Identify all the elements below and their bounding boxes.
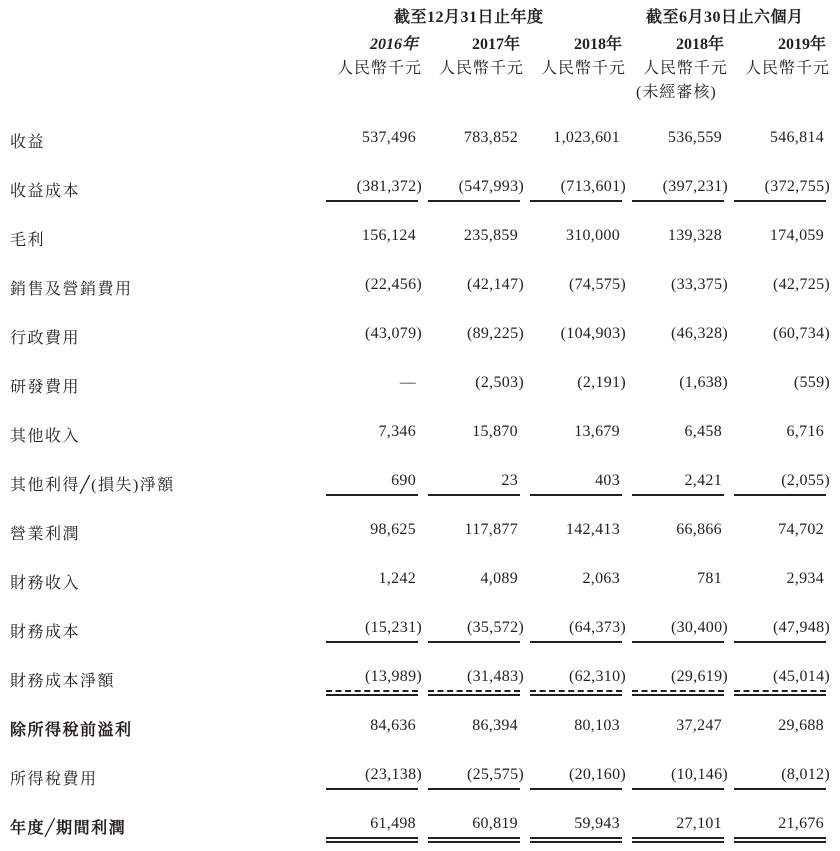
table-row xyxy=(0,766,840,790)
value-cell xyxy=(320,717,416,735)
subtotal-rule xyxy=(530,641,622,643)
value-text: 117,877 xyxy=(464,521,518,538)
value-cell xyxy=(734,374,830,392)
value-cell xyxy=(626,227,722,245)
header-unit-col3: 人民幣千元 xyxy=(540,60,626,77)
value-cell xyxy=(320,521,416,539)
table-row xyxy=(0,276,840,300)
total-double-rule xyxy=(326,837,418,843)
value-text: (35,572) xyxy=(466,619,524,636)
value-text: (15,231) xyxy=(364,619,422,636)
value-text: (64,373) xyxy=(568,619,626,636)
subtotal-rule xyxy=(632,494,724,496)
row-label: 行政費用 xyxy=(10,330,81,347)
value-text: (31,483) xyxy=(466,668,524,685)
header-unaudited-note: (未經審核) xyxy=(636,84,717,101)
value-cell xyxy=(728,423,824,441)
value-text: (547,993) xyxy=(458,178,524,195)
row-label: 收益 xyxy=(10,134,46,151)
value-text: 37,247 xyxy=(676,717,722,734)
value-cell xyxy=(728,570,824,588)
value-cell xyxy=(320,423,416,441)
subtotal-rule xyxy=(632,788,724,790)
table-row xyxy=(0,472,840,496)
value-cell xyxy=(524,423,620,441)
subtotal-rule xyxy=(734,494,826,496)
subtotal-rule xyxy=(530,494,622,496)
value-text: 4,089 xyxy=(480,570,518,587)
value-text: 2,421 xyxy=(684,472,722,489)
value-cell xyxy=(320,227,416,245)
row-label: 營業利潤 xyxy=(10,526,81,543)
value-cell xyxy=(626,129,722,147)
value-cell xyxy=(524,521,620,539)
subtotal-rule xyxy=(734,641,826,643)
value-text: (713,601) xyxy=(560,178,626,195)
header-year-2018: 2018年 xyxy=(573,36,622,53)
header-year-2018-h1: 2018年 xyxy=(675,36,724,53)
dashed-double-rule xyxy=(428,690,520,696)
subtotal-rule xyxy=(326,788,418,790)
value-cell xyxy=(326,766,422,784)
subtotal-rule xyxy=(428,788,520,790)
value-cell xyxy=(428,276,524,294)
value-cell xyxy=(728,129,824,147)
row-label: 其他收入 xyxy=(10,428,81,445)
value-cell xyxy=(632,325,728,343)
value-cell xyxy=(326,619,422,637)
value-cell xyxy=(320,472,416,490)
value-cell xyxy=(320,815,416,833)
value-text: 2,063 xyxy=(582,570,620,587)
value-text: (62,310) xyxy=(568,668,626,685)
value-text: 310,000 xyxy=(565,227,620,244)
value-text: (42,725) xyxy=(772,276,830,293)
value-cell xyxy=(422,227,518,245)
table-row xyxy=(0,717,840,741)
value-text: 6,716 xyxy=(786,423,824,440)
value-text: 15,870 xyxy=(472,423,518,440)
header-unit-col4: 人民幣千元 xyxy=(642,60,728,77)
value-text: 59,943 xyxy=(574,815,620,832)
row-label: 研發費用 xyxy=(10,379,81,396)
value-cell xyxy=(422,423,518,441)
header-year-2019-h1: 2019年 xyxy=(777,36,826,53)
value-text: 80,103 xyxy=(574,717,620,734)
row-label: 除所得稅前溢利 xyxy=(10,722,133,739)
value-cell xyxy=(626,423,722,441)
total-double-rule xyxy=(734,837,826,843)
header-year-2017: 2017年 xyxy=(471,36,520,53)
value-cell xyxy=(422,472,518,490)
value-text: (559) xyxy=(793,374,830,391)
value-cell xyxy=(422,570,518,588)
value-cell xyxy=(422,129,518,147)
value-text: 23 xyxy=(501,472,518,489)
value-cell xyxy=(734,276,830,294)
value-cell xyxy=(422,717,518,735)
value-text: (10,146) xyxy=(670,766,728,783)
value-text: (89,225) xyxy=(466,325,524,342)
value-text: 156,124 xyxy=(361,227,416,244)
row-label: 財務成本淨額 xyxy=(10,673,116,690)
value-cell xyxy=(428,178,524,196)
value-cell xyxy=(326,178,422,196)
value-text: (104,903) xyxy=(560,325,626,342)
value-cell xyxy=(326,325,422,343)
value-text: (46,328) xyxy=(670,325,728,342)
value-cell xyxy=(728,717,824,735)
row-label: 收益成本 xyxy=(10,183,81,200)
total-double-rule xyxy=(632,837,724,843)
value-cell xyxy=(530,668,626,686)
subtotal-rule xyxy=(428,494,520,496)
value-text: 2,934 xyxy=(786,570,824,587)
value-cell xyxy=(530,178,626,196)
subtotal-rule xyxy=(632,641,724,643)
value-text: (22,456) xyxy=(364,276,422,293)
subtotal-rule xyxy=(530,788,622,790)
value-text: (372,755) xyxy=(764,178,830,195)
value-text: 783,852 xyxy=(463,129,518,146)
value-text: (47,948) xyxy=(772,619,830,636)
value-text: — xyxy=(399,374,416,391)
table-row xyxy=(0,178,840,202)
value-text: 29,688 xyxy=(778,717,824,734)
value-text: (1,638) xyxy=(679,374,728,391)
value-cell xyxy=(734,668,830,686)
dashed-double-rule xyxy=(632,690,724,696)
row-label: 所得稅費用 xyxy=(10,771,98,788)
value-cell xyxy=(428,619,524,637)
value-text: (397,231) xyxy=(662,178,728,195)
value-text: (13,989) xyxy=(364,668,422,685)
value-text: 1,242 xyxy=(378,570,416,587)
value-text: (43,079) xyxy=(364,325,422,342)
value-cell xyxy=(530,276,626,294)
value-cell xyxy=(320,129,416,147)
value-text: (42,147) xyxy=(466,276,524,293)
table-row xyxy=(0,129,840,153)
value-cell xyxy=(632,374,728,392)
subtotal-rule xyxy=(734,200,826,202)
dashed-double-rule xyxy=(530,690,622,696)
subtotal-rule xyxy=(530,200,622,202)
subtotal-rule xyxy=(632,200,724,202)
value-text: 27,101 xyxy=(676,815,722,832)
value-cell xyxy=(524,815,620,833)
value-cell xyxy=(626,472,722,490)
table-row xyxy=(0,521,840,545)
value-text: (25,575) xyxy=(466,766,524,783)
value-text: 66,866 xyxy=(676,521,722,538)
value-text: (30,400) xyxy=(670,619,728,636)
row-label: 財務成本 xyxy=(10,624,81,641)
table-row xyxy=(0,227,840,251)
value-cell xyxy=(734,766,830,784)
value-cell xyxy=(734,325,830,343)
row-label: 財務收入 xyxy=(10,575,81,592)
value-text: (74,575) xyxy=(568,276,626,293)
header-unit-col2: 人民幣千元 xyxy=(438,60,524,77)
table-row xyxy=(0,423,840,447)
value-cell xyxy=(632,766,728,784)
value-text: (60,734) xyxy=(772,325,830,342)
value-cell xyxy=(320,570,416,588)
value-text: 690 xyxy=(391,472,416,489)
table-row xyxy=(0,668,840,692)
value-cell xyxy=(734,472,830,490)
value-text: (29,619) xyxy=(670,668,728,685)
value-cell xyxy=(626,521,722,539)
row-label: 銷售及營銷費用 xyxy=(10,281,133,298)
header-unit-col5: 人民幣千元 xyxy=(744,60,830,77)
value-text: 139,328 xyxy=(667,227,722,244)
value-cell xyxy=(626,815,722,833)
value-text: 536,559 xyxy=(667,129,722,146)
row-label: 其他利得╱(損失)淨額 xyxy=(10,477,175,494)
value-text: (2,191) xyxy=(577,374,626,391)
value-text: (8,012) xyxy=(781,766,830,783)
value-text: 546,814 xyxy=(769,129,824,146)
value-cell xyxy=(530,374,626,392)
value-cell xyxy=(728,227,824,245)
subtotal-rule xyxy=(326,200,418,202)
value-text: 6,458 xyxy=(684,423,722,440)
value-text: (45,014) xyxy=(772,668,830,685)
value-cell xyxy=(422,521,518,539)
dashed-double-rule xyxy=(326,690,418,696)
table-row xyxy=(0,570,840,594)
subtotal-rule xyxy=(326,641,418,643)
subtotal-rule xyxy=(428,641,520,643)
value-cell xyxy=(632,619,728,637)
value-text: 781 xyxy=(697,570,722,587)
value-cell xyxy=(734,178,830,196)
value-cell xyxy=(326,276,422,294)
value-text: 142,413 xyxy=(565,521,620,538)
value-text: (33,375) xyxy=(670,276,728,293)
value-cell xyxy=(626,717,722,735)
header-year-2016: 2016年 xyxy=(369,36,418,53)
value-text: 98,625 xyxy=(370,521,416,538)
value-text: 60,819 xyxy=(472,815,518,832)
value-cell xyxy=(428,325,524,343)
value-text: (20,160) xyxy=(568,766,626,783)
subtotal-rule xyxy=(428,200,520,202)
value-cell xyxy=(524,227,620,245)
value-cell xyxy=(428,374,524,392)
dashed-double-rule xyxy=(734,690,826,696)
value-cell xyxy=(626,570,722,588)
value-cell xyxy=(524,717,620,735)
value-cell xyxy=(734,619,830,637)
value-text: 235,859 xyxy=(463,227,518,244)
value-cell xyxy=(428,668,524,686)
header-unit-col1: 人民幣千元 xyxy=(336,60,422,77)
table-row xyxy=(0,374,840,398)
value-text: 7,346 xyxy=(378,423,416,440)
table-row xyxy=(0,325,840,349)
value-cell xyxy=(530,325,626,343)
value-text: 84,636 xyxy=(370,717,416,734)
total-double-rule xyxy=(530,837,622,843)
value-cell xyxy=(428,766,524,784)
value-cell xyxy=(632,178,728,196)
value-text: 21,676 xyxy=(778,815,824,832)
row-label: 年度╱期間利潤 xyxy=(10,820,127,837)
value-cell xyxy=(728,815,824,833)
value-cell xyxy=(524,472,620,490)
value-cell xyxy=(530,619,626,637)
value-text: 174,059 xyxy=(769,227,824,244)
value-cell xyxy=(728,521,824,539)
value-text: (23,138) xyxy=(364,766,422,783)
value-cell xyxy=(524,129,620,147)
header-group-six-months: 截至6月30日止六個月 xyxy=(646,9,804,26)
header-group-year-end: 截至12月31日止年度 xyxy=(394,9,544,26)
value-cell xyxy=(632,276,728,294)
value-cell xyxy=(524,570,620,588)
table-row xyxy=(0,619,840,643)
value-text: (2,055) xyxy=(781,472,830,489)
value-text: 86,394 xyxy=(472,717,518,734)
value-text: 403 xyxy=(595,472,620,489)
value-cell xyxy=(326,668,422,686)
value-cell xyxy=(530,766,626,784)
value-text: 537,496 xyxy=(361,129,416,146)
table-row xyxy=(0,815,840,839)
subtotal-rule xyxy=(326,494,418,496)
value-cell xyxy=(632,668,728,686)
value-text: (2,503) xyxy=(475,374,524,391)
value-text: (381,372) xyxy=(356,178,422,195)
total-double-rule xyxy=(428,837,520,843)
value-text: 74,702 xyxy=(778,521,824,538)
value-text: 61,498 xyxy=(370,815,416,832)
subtotal-rule xyxy=(734,788,826,790)
value-text: 1,023,601 xyxy=(553,129,620,146)
value-text: 13,679 xyxy=(574,423,620,440)
row-label: 毛利 xyxy=(10,232,46,249)
value-cell xyxy=(422,815,518,833)
value-cell xyxy=(320,374,416,392)
